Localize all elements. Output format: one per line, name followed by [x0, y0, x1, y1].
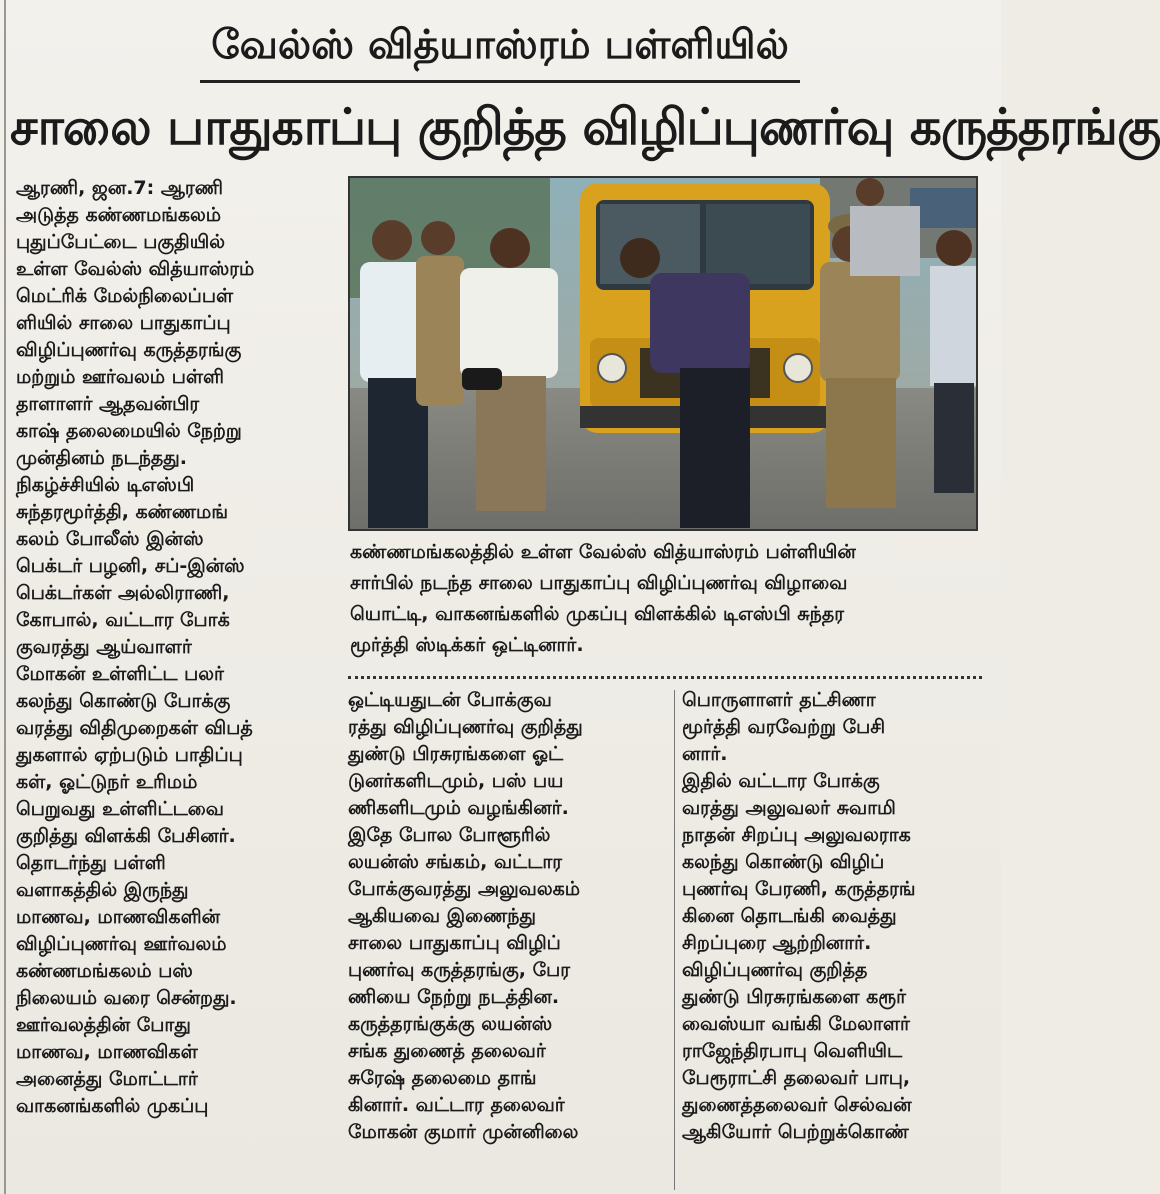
col2-line: இதே போல போளூரில்	[348, 824, 551, 846]
col1-line: அனைத்து மோட்டார்	[16, 1068, 198, 1090]
col2-line: புணர்வு கருத்தரங்கு, பேர	[348, 959, 571, 981]
col3-line: இதில் வட்டார போக்கு	[682, 770, 880, 792]
col3-line: சிறப்புரை ஆற்றினார்.	[682, 932, 872, 954]
col2-line: சுரேஷ் தலைமை தாங்	[348, 1067, 537, 1089]
col1-line: உள்ள வேல்ஸ் வித்யாஸ்ரம்	[16, 258, 255, 280]
col1-line: புதுப்பேட்டை பகுதியில்	[16, 231, 225, 253]
article-column-2	[348, 687, 668, 1194]
col3-line: ஆகியோர் பெற்றுக்கொண்	[682, 1121, 909, 1143]
col3-line: பேரூராட்சி தலைவர் பாபு,	[682, 1067, 911, 1089]
col1-line: மாணவ, மாணவிகள்	[16, 1041, 198, 1063]
col2-line: துண்டு பிரசுரங்களை ஓட்	[348, 743, 564, 765]
col2-line: கினார். வட்டார தலைவர்	[348, 1094, 565, 1116]
col1-line: மாணவ, மாணவிகளின்	[16, 906, 220, 928]
kicker-underline	[200, 80, 800, 83]
col2-line: சங்க துணைத் தலைவர்	[348, 1040, 546, 1062]
col1-line: வாகனங்களில் முகப்பு	[16, 1095, 209, 1117]
col3-line: துண்டு பிரசுரங்களை கரூர்	[682, 986, 907, 1008]
col1-line: அடுத்த கண்ணமங்கலம்	[16, 204, 222, 226]
col1-line: மெட்ரிக் மேல்நிலைப்பள்	[16, 285, 234, 307]
col1-line: முன்தினம் நடந்தது.	[16, 447, 187, 469]
col1-line: துகளால் ஏற்படும் பாதிப்பு	[16, 744, 243, 766]
col1-line: விழிப்புணர்வு ஊர்வலம்	[16, 933, 227, 955]
col2-line: சாலை பாதுகாப்பு விழிப்	[348, 932, 561, 954]
col3-line: விழிப்புணர்வு குறித்த	[682, 959, 868, 981]
col1-line: கள், ஓட்டுநர் உரிமம்	[16, 771, 198, 793]
col1-line: ஆரணி, ஜன.7: ஆரணி	[16, 177, 223, 199]
col1-line: கலந்து கொண்டு போக்கு	[16, 690, 231, 712]
col2-line: ரத்து விழிப்புணர்வு குறித்து	[348, 716, 583, 738]
news-photo	[348, 176, 978, 531]
col3-line: வரத்து அலுவலர் சுவாமி	[682, 797, 896, 819]
col1-line: கலம் போலீஸ் இன்ஸ்	[16, 528, 204, 550]
col3-line: புணர்வு பேரணி, கருத்தரங்	[682, 878, 916, 900]
col1-line: பெக்டர்கள் அல்லிராணி,	[16, 582, 230, 604]
col1-line: பெறுவது உள்ளிட்டவை	[16, 798, 224, 820]
col1-line: குவரத்து ஆய்வாளர்	[16, 636, 192, 658]
caption-line: மூர்த்தி ஸ்டிக்கர் ஒட்டினார்.	[350, 634, 584, 656]
col1-line: கண்ணமங்கலம் பஸ்	[16, 960, 193, 982]
col1-line: தாளாளர் ஆதவன்பிர	[16, 393, 200, 415]
col2-line: லயன்ஸ் சங்கம், வட்டார	[348, 851, 563, 873]
col1-line: காஷ் தலைமையில் நேற்று	[16, 420, 242, 442]
col1-line: விழிப்புணர்வு கருத்தரங்கு	[16, 339, 242, 361]
col1-line: ளியில் சாலை பாதுகாப்பு	[16, 312, 231, 334]
col3-line: னார்.	[682, 743, 728, 765]
col2-line: ஆகியவை இணைந்து	[348, 905, 536, 927]
col3-line: மூர்த்தி வரவேற்று பேசி	[682, 716, 886, 738]
col3-line: பொருளாளர் தட்சிணா	[682, 689, 876, 711]
column-divider	[674, 690, 675, 1190]
col3-line: கலந்து கொண்டு விழிப்	[682, 851, 885, 873]
col3-line: நாதன் சிறப்பு அலுவலராக	[682, 824, 911, 846]
col2-line: ணியை நேற்று நடத்தின.	[348, 986, 560, 1008]
caption-line: கண்ணமங்கலத்தில் உள்ள வேல்ஸ் வித்யாஸ்ரம் பள்ளியின்	[350, 541, 856, 563]
photo-illustration	[350, 178, 976, 529]
col2-line: போக்குவரத்து அலுவலகம்	[348, 878, 581, 900]
caption-line: யொட்டி, வாகனங்களில் முகப்பு விளக்கில் டிஎஸ்பி சுந்தர	[350, 603, 845, 625]
dotted-divider	[348, 676, 982, 679]
col3-line: கினை தொடங்கி வைத்து	[682, 905, 897, 927]
col1-line: மற்றும் ஊர்வலம் பள்ளி	[16, 366, 224, 388]
col1-line: கோபால், வட்டார போக்	[16, 609, 230, 631]
col2-line: மோகன் குமார் முன்னிலை	[348, 1121, 579, 1143]
page-edge	[4, 0, 6, 1194]
col1-line: வரத்து விதிமுறைகள் விபத்	[16, 717, 253, 739]
col1-line: ஊர்வலத்தின் போது	[16, 1014, 191, 1036]
col2-line: டுனர்களிடமும், பஸ் பய	[348, 770, 564, 792]
col1-line: பெக்டர் பழனி, சப்-இன்ஸ்	[16, 555, 245, 577]
article-column-1	[16, 175, 340, 1194]
col1-line: தொடர்ந்து பள்ளி	[16, 852, 166, 874]
col2-line: ஒட்டியதுடன் போக்குவ	[348, 689, 552, 711]
col1-line: நிகழ்ச்சியில் டிஎஸ்பி	[16, 474, 195, 496]
col1-line: சுந்தரமூர்த்தி, கண்ணமங்	[16, 501, 228, 523]
col3-line: துணைத்தலைவர் செல்வன்	[682, 1094, 912, 1116]
col3-line: ராஜேந்திரபாபு வெளியிட	[682, 1040, 903, 1062]
col2-line: கருத்தரங்குக்கு லயன்ஸ்	[348, 1013, 553, 1035]
col1-line: நிலையம் வரை சென்றது.	[16, 987, 237, 1009]
col3-line: வைஸ்யா வங்கி மேலாளர்	[682, 1013, 910, 1035]
article-column-3	[682, 687, 994, 1194]
photo-caption	[350, 537, 985, 661]
caption-line: சார்பில் நடந்த சாலை பாதுகாப்பு விழிப்புணர்வு விழாவை	[350, 572, 848, 594]
col1-line: மோகன் உள்ளிட்ட பலர்	[16, 663, 224, 685]
col1-line: குறித்து விளக்கி பேசினர்.	[16, 825, 236, 847]
article-headline: சாலை பாதுகாப்பு குறித்த விழிப்புணர்வு கருத்தரங்கு	[10, 98, 1160, 156]
article-kicker: வேல்ஸ் வித்யாஸ்ரம் பள்ளியில்	[211, 22, 789, 68]
col1-line: வளாகத்தில் இருந்து	[16, 879, 189, 901]
col2-line: ணிகளிடமும் வழங்கினர்.	[348, 797, 569, 819]
